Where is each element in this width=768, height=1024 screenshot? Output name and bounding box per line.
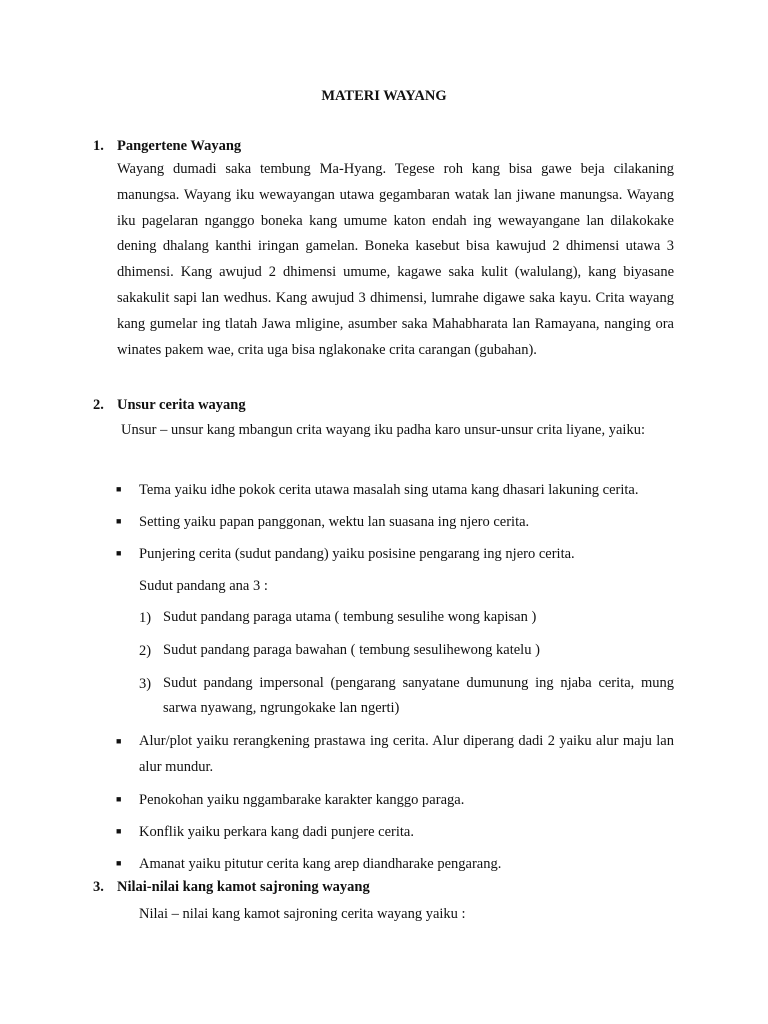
section-2-intro: Unsur – unsur kang mbangun crita wayang iku padha karo unsur-unsur crita liyane, yaiku: (121, 422, 645, 438)
bullet-item-konflik: Konflik yaiku perkara kang dadi punjere cerita. (139, 824, 414, 840)
sudut-item-1: Sudut pandang paraga utama ( tembung sesulihe wong kapisan ) (163, 609, 537, 625)
document-title: MATERI WAYANG (321, 88, 447, 104)
section-number: 3. (93, 879, 104, 895)
sudut-pandang-intro: Sudut pandang ana 3 : (139, 578, 268, 594)
section-title: Unsur cerita wayang (117, 397, 246, 413)
list-number: 3) (139, 676, 152, 692)
bullet-icon: ■ (116, 794, 122, 804)
list-number: 2) (139, 643, 152, 659)
bullet-item-tema: Tema yaiku idhe pokok cerita utawa masalah sing utama kang dhasari lakuning cerita. (139, 482, 639, 498)
bullet-icon: ■ (116, 484, 122, 494)
section-1-heading (93, 138, 241, 155)
list-number: 1) (139, 610, 152, 626)
sudut-item-2: Sudut pandang paraga bawahan ( tembung sesulihewong katelu ) (163, 642, 540, 658)
section-number: 2. (93, 397, 104, 413)
bullet-item-alur: Alur/plot yaiku rerangkening prastawa ing cerita. Alur diperang dadi 2 yaiku alur maju lan alur mundur. (139, 733, 674, 775)
bullet-item-amanat: Amanat yaiku pitutur cerita kang arep diandharake pengarang. (139, 856, 502, 872)
bullet-icon: ■ (116, 516, 122, 526)
bullet-item-punjering: Punjering cerita (sudut pandang) yaiku posisine pengarang ing njero cerita. (139, 546, 575, 562)
section-number: 1. (93, 138, 104, 154)
section-3-heading (93, 879, 370, 896)
section-title: Pangertene Wayang (117, 138, 242, 154)
bullet-icon: ■ (116, 548, 122, 558)
bullet-item-setting: Setting yaiku papan panggonan, wektu lan suasana ing njero cerita. (139, 514, 530, 530)
sudut-item-3: Sudut pandang impersonal (pengarang sanyatane dumunung ing njaba cerita, mung sarwa nyawang, ngrungokake lan ngerti) (163, 675, 674, 716)
section-1-paragraph: Wayang dumadi saka tembung Ma-Hyang. Tegese roh kang bisa gawe beja cilakaning manungsa. Wayang iku wewayangan utawa gegambaran watak lan jiwane manungsa. Wayang iku pagelaran nganggo boneka kang umume katon endah ing wewayangane lan dilakokake dening dhalang kanthi iringan gamelan. Boneka kasebut bisa kawujud 2 dhimensi utawa 3 dhimensi. Kang awujud 2 dhimensi umume, kagawe saka kulit (walulang), kang biyasane sakakulit sapi lan wedhus. Kang awujud 3 dhimensi, lumrahe digawe saka kayu. Crita wayang kang gumelar ing tlatah Jawa mligine, asumber saka Mahabharata lan Ramayana, nanging ora winates pakem wae, crita uga bisa nglakonake crita carangan (gubahan). (117, 161, 674, 358)
section-2-heading (93, 397, 246, 414)
bullet-item-penokohan: Penokohan yaiku nggambarake karakter kanggo paraga. (139, 792, 465, 808)
bullet-icon: ■ (116, 736, 122, 746)
section-title: Nilai-nilai kang kamot sajroning wayang (117, 879, 370, 895)
bullet-icon: ■ (116, 858, 122, 868)
bullet-icon: ■ (116, 826, 122, 836)
section-3-intro: Nilai – nilai kang kamot sajroning cerita wayang yaiku : (139, 906, 466, 922)
